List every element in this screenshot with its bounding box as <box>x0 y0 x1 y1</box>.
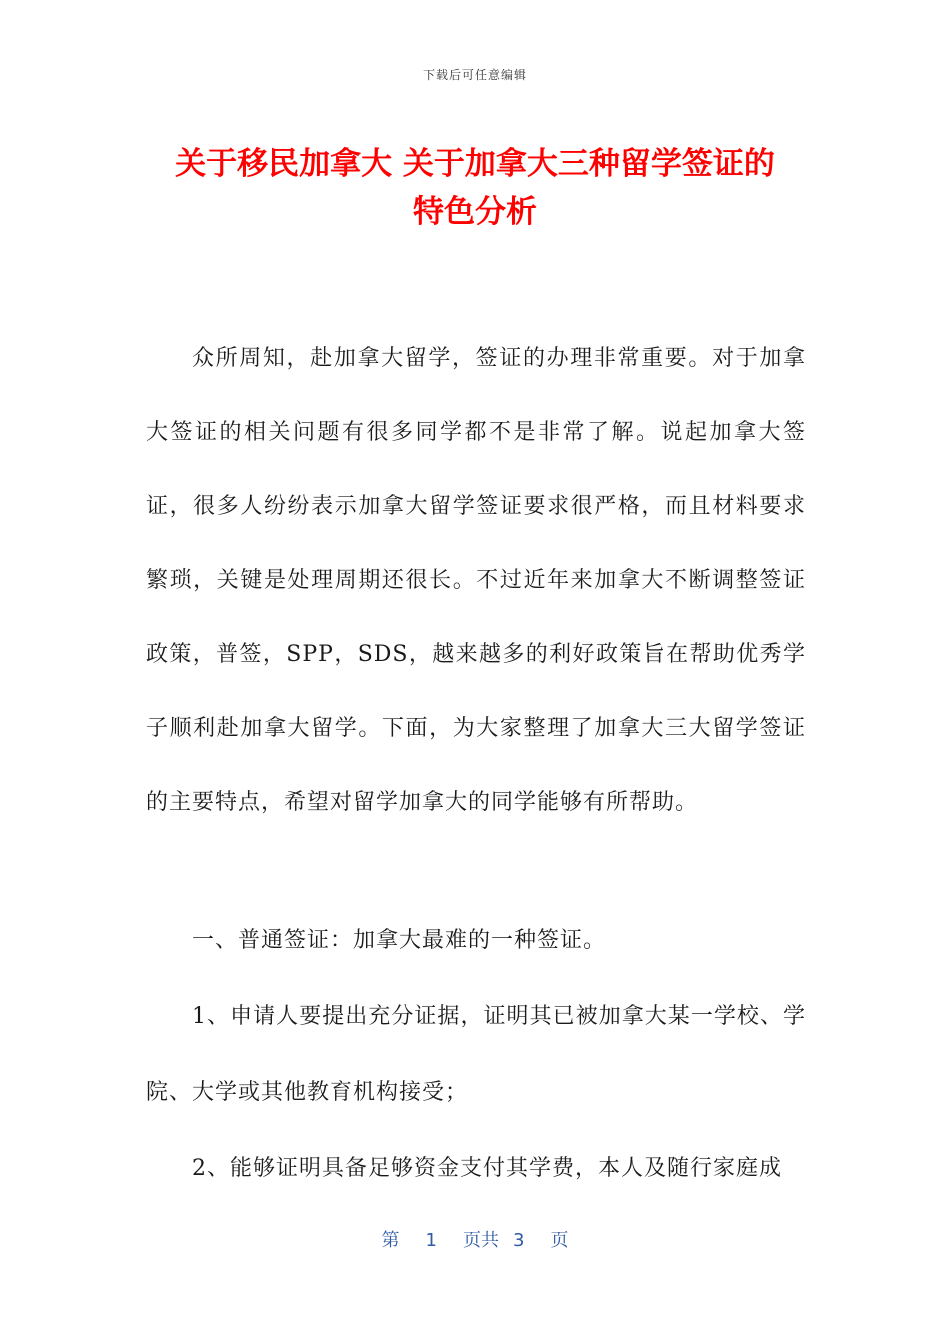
document-title <box>120 140 830 236</box>
section-ordinary-visa <box>146 903 806 1207</box>
header-note: 下载后可任意编辑 <box>422 68 527 82</box>
page-footer <box>0 1226 950 1252</box>
title-line-1: 关于移民加拿大 关于加拿大三种留学签证的 <box>175 146 775 182</box>
title-line-2: 特色分析 <box>413 194 537 230</box>
list-item: 2、能够证明具备足够资金支付其学费，本人及随行家庭成 <box>192 1156 782 1181</box>
section-heading: 一、普通签证：加拿大最难的一种签证。 <box>192 928 607 953</box>
footer-suffix: 页 <box>550 1230 569 1251</box>
list-item: 1、申请人要提出充分证据，证明其已被加拿大某一学校、学院、大学或其他教育机构接受； <box>146 1004 806 1105</box>
intro-section <box>146 322 806 840</box>
page-number: 1 <box>425 1230 437 1251</box>
intro-paragraph: 众所周知，赴加拿大留学，签证的办理非常重要。对于加拿大签证的相关问题有很多同学都不是非常了解。说起加拿大签证，很多人纷纷表示加拿大留学签证要求很严格，而且材料要求繁琐，关键是处理周期还很长。不过近年来加拿大不断调整签证政策，普签，SPP，SDS，越来越多的利好政策旨在帮助优秀学子顺利赴加拿大留学。下面，为大家整理了加拿大三大留学签证的主要特点，希望对留学加拿大的同学能够有所帮助。 <box>146 346 806 815</box>
footer-middle: 页共 <box>463 1230 499 1251</box>
footer-prefix: 第 <box>381 1230 400 1251</box>
total-pages: 3 <box>513 1230 525 1251</box>
